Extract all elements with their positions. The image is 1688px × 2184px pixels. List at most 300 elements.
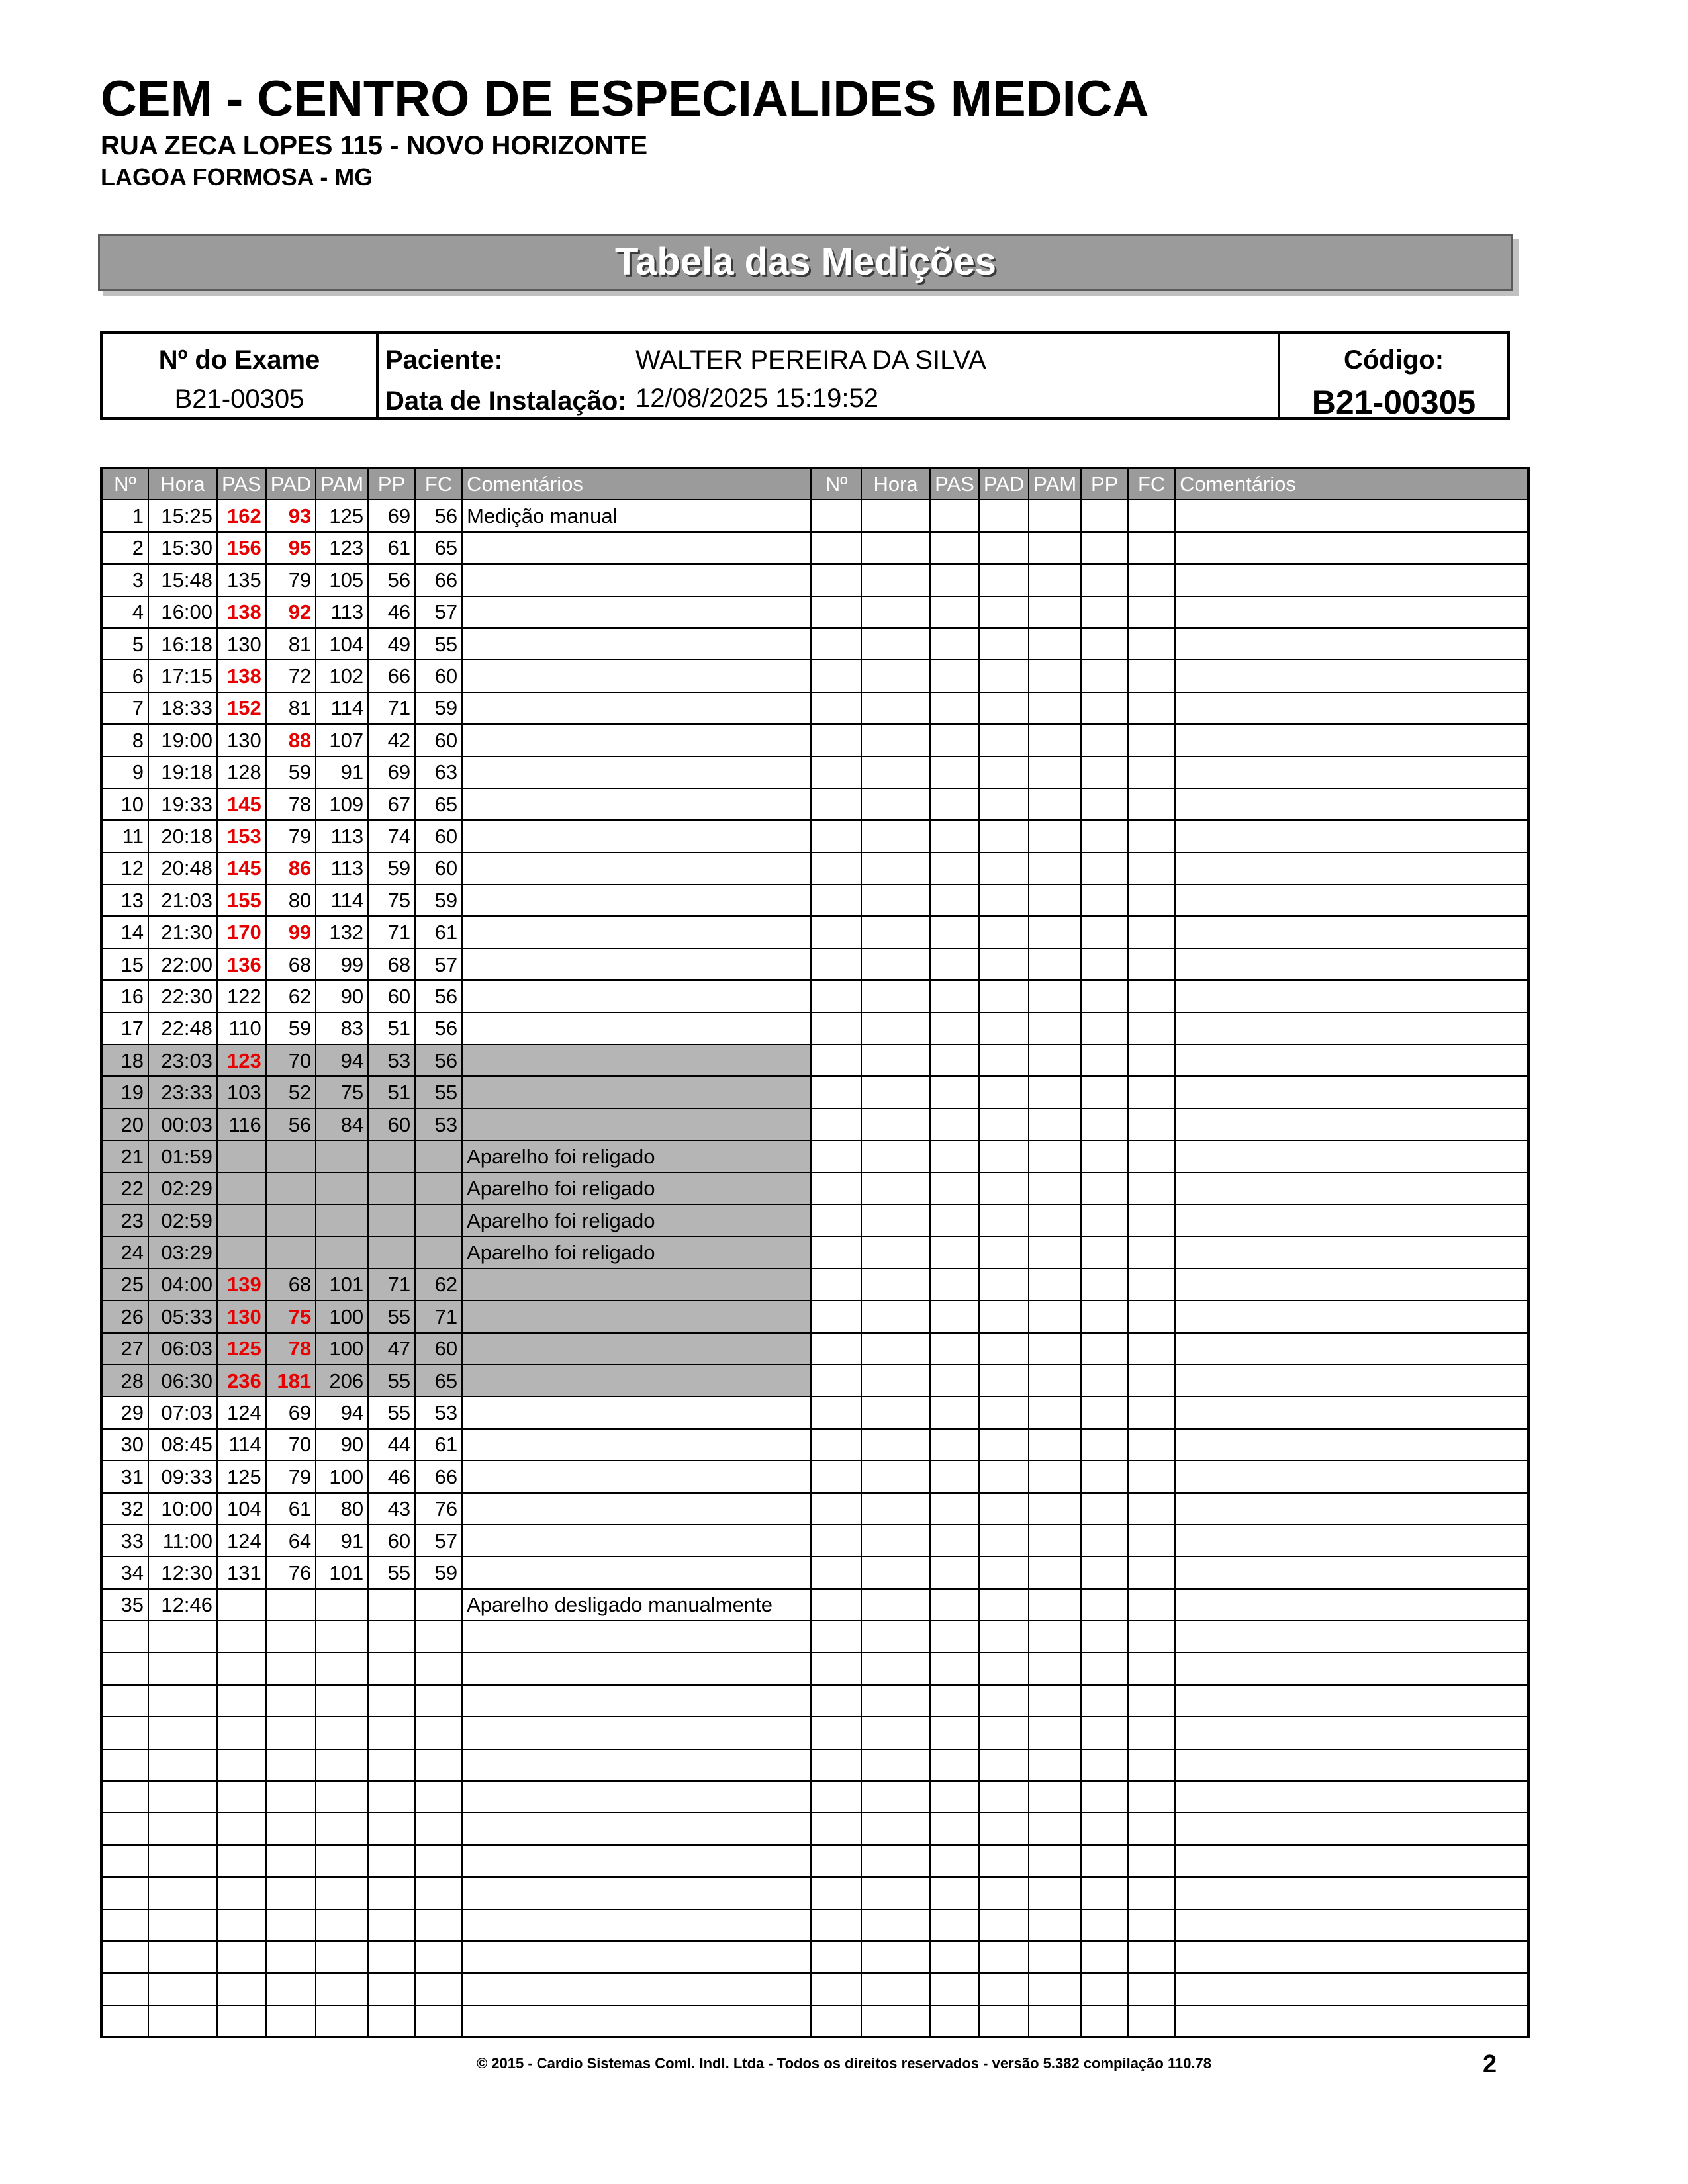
empty-cell [930,692,979,724]
row-pam: 113 [316,820,368,852]
empty-cell [1175,596,1528,628]
empty-cell [811,692,861,724]
empty-cell [861,884,930,916]
empty-cell [1175,1269,1528,1300]
empty-cell [1081,1845,1128,1877]
row-pp: 66 [368,660,415,692]
empty-cell [930,1749,979,1781]
row-comment [462,1845,811,1877]
row-pad: 88 [266,724,316,756]
row-time: 17:15 [148,660,217,692]
row-pad: 79 [266,820,316,852]
empty-cell [861,1557,930,1588]
empty-cell [930,532,979,564]
row-comment [462,1365,811,1396]
empty-cell [979,852,1029,884]
row-pam: 100 [316,1333,368,1365]
table-row [101,1236,1528,1268]
row-pp: 49 [368,628,415,660]
row-fc: 60 [415,852,462,884]
empty-cell [1175,1525,1528,1557]
empty-cell [930,1493,979,1525]
row-number: 20 [101,1109,148,1140]
empty-cell [979,1365,1029,1396]
empty-cell [1081,1685,1128,1717]
empty-cell [1081,628,1128,660]
table-row [101,660,1528,692]
row-time: 22:00 [148,948,217,980]
table-row [101,1973,1528,2005]
row-comment [462,1044,811,1076]
empty-cell [979,660,1029,692]
empty-cell [861,1877,930,1909]
empty-cell [1081,1140,1128,1172]
row-pam [316,1717,368,1749]
empty-cell [861,1429,930,1461]
row-pad: 59 [266,1013,316,1044]
empty-cell [1128,1685,1175,1717]
empty-cell [979,1269,1029,1300]
empty-cell [811,1717,861,1749]
row-pad: 92 [266,596,316,628]
row-pp: 53 [368,1044,415,1076]
row-pp: 67 [368,788,415,820]
empty-cell [1029,820,1081,852]
row-pp: 46 [368,1461,415,1492]
row-time: 07:03 [148,1396,217,1428]
empty-cell [979,1973,1029,2005]
row-comment [462,564,811,596]
empty-cell [1128,628,1175,660]
row-time: 19:00 [148,724,217,756]
empty-cell [1128,1493,1175,1525]
empty-cell [1081,1205,1128,1236]
col-header-hora: Hora [861,468,930,500]
row-fc [415,1205,462,1236]
row-time [148,1973,217,2005]
row-pam: 94 [316,1396,368,1428]
table-row [101,1333,1528,1365]
empty-cell [979,1685,1029,1717]
row-number: 2 [101,532,148,564]
empty-cell [1128,980,1175,1012]
empty-cell [1081,1813,1128,1844]
empty-cell [1175,916,1528,948]
empty-cell [1175,500,1528,531]
col-header-pas: PAS [217,468,266,500]
empty-cell [1175,724,1528,756]
empty-cell [811,1685,861,1717]
empty-cell [979,1396,1029,1428]
empty-cell [979,1493,1029,1525]
empty-cell [930,1525,979,1557]
empty-cell [930,1813,979,1844]
empty-cell [1029,724,1081,756]
empty-cell [979,788,1029,820]
row-comment [462,820,811,852]
empty-cell [930,1621,979,1653]
empty-cell [1029,1236,1081,1268]
row-pas: 135 [217,564,266,596]
empty-cell [930,1173,979,1205]
row-pam: 105 [316,564,368,596]
row-comment [462,1333,811,1365]
row-comment: Aparelho foi religado [462,1173,811,1205]
empty-cell [1081,884,1128,916]
row-fc [415,1140,462,1172]
empty-cell [1029,1300,1081,1332]
row-pad: 75 [266,1300,316,1332]
row-pp: 56 [368,564,415,596]
row-time: 15:48 [148,564,217,596]
empty-cell [1081,1621,1128,1653]
empty-cell [979,916,1029,948]
row-pad: 78 [266,1333,316,1365]
row-time: 15:25 [148,500,217,531]
empty-cell [861,948,930,980]
row-pad [266,1685,316,1717]
col-header-pp: PP [1081,468,1128,500]
empty-cell [1081,1781,1128,1813]
empty-cell [811,1269,861,1300]
row-time: 19:18 [148,756,217,788]
row-time: 06:03 [148,1333,217,1365]
row-number: 30 [101,1429,148,1461]
empty-cell [1128,1269,1175,1300]
row-pam: 91 [316,1525,368,1557]
empty-cell [1029,1109,1081,1140]
row-pam: 114 [316,884,368,916]
empty-cell [1081,1300,1128,1332]
empty-cell [1081,980,1128,1012]
empty-cell [811,1877,861,1909]
row-comment [462,884,811,916]
row-pp: 61 [368,532,415,564]
row-number: 27 [101,1333,148,1365]
row-pad [266,1877,316,1909]
row-time [148,1909,217,1941]
row-pad: 68 [266,948,316,980]
row-pas [217,1205,266,1236]
clinic-address-line2: LAGOA FORMOSA - MG [101,163,373,191]
row-number: 9 [101,756,148,788]
row-time: 08:45 [148,1429,217,1461]
empty-cell [1029,788,1081,820]
empty-cell [930,1076,979,1108]
empty-cell [1175,1396,1528,1428]
empty-cell [930,2005,979,2037]
empty-cell [811,1525,861,1557]
row-fc: 76 [415,1493,462,1525]
row-pam: 113 [316,852,368,884]
empty-cell [1081,724,1128,756]
empty-cell [811,1557,861,1588]
row-comment [462,1685,811,1717]
row-pam: 99 [316,948,368,980]
table-row [101,1140,1528,1172]
table-row [101,788,1528,820]
empty-cell [930,1429,979,1461]
empty-cell [1175,1685,1528,1717]
row-pas: 138 [217,596,266,628]
empty-cell [979,1076,1029,1108]
table-row [101,820,1528,852]
row-pad [266,1173,316,1205]
empty-cell [1175,788,1528,820]
empty-cell [861,660,930,692]
row-number: 19 [101,1076,148,1108]
empty-cell [930,1461,979,1492]
empty-cell [1175,1173,1528,1205]
row-pad: 81 [266,628,316,660]
table-row [101,1109,1528,1140]
row-comment [462,852,811,884]
empty-cell [979,756,1029,788]
row-pad: 78 [266,788,316,820]
row-time [148,1845,217,1877]
row-pp: 60 [368,1525,415,1557]
empty-cell [1029,1461,1081,1492]
empty-cell [1081,500,1128,531]
table-row [101,1557,1528,1588]
empty-cell [811,1365,861,1396]
row-time: 21:30 [148,916,217,948]
row-pad [266,1845,316,1877]
row-pad: 81 [266,692,316,724]
table-row [101,980,1528,1012]
patient-name: WALTER PEREIRA DA SILVA [635,345,986,375]
row-pas [217,1845,266,1877]
empty-cell [1175,1429,1528,1461]
empty-cell [1128,1396,1175,1428]
empty-cell [861,1493,930,1525]
empty-cell [811,1205,861,1236]
row-comment [462,1941,811,1973]
empty-cell [1175,1365,1528,1396]
row-time: 02:29 [148,1173,217,1205]
row-comment [462,1749,811,1781]
empty-cell [930,628,979,660]
empty-cell [979,1589,1029,1621]
empty-cell [979,1557,1029,1588]
row-comment [462,1781,811,1813]
empty-cell [1175,1236,1528,1268]
row-pam [316,1236,368,1268]
empty-cell [1175,1653,1528,1684]
table-header-row [101,468,1528,500]
row-pp [368,1653,415,1684]
row-number [101,1973,148,2005]
install-date-label: Data de Instalação: [385,387,627,416]
empty-cell [861,1333,930,1365]
col-header-pp: PP [368,468,415,500]
table-row [101,1044,1528,1076]
empty-cell [979,532,1029,564]
row-pad [266,1813,316,1844]
row-time: 11:00 [148,1525,217,1557]
row-number: 25 [101,1269,148,1300]
row-fc: 59 [415,1557,462,1588]
empty-cell [811,788,861,820]
table-row [101,532,1528,564]
row-pp: 71 [368,692,415,724]
exam-number-value: B21-00305 [174,385,305,414]
empty-cell [861,1013,930,1044]
empty-cell [1175,2005,1528,2037]
row-pp: 55 [368,1396,415,1428]
empty-cell [979,1525,1029,1557]
row-time: 04:00 [148,1269,217,1300]
row-pam [316,1589,368,1621]
row-fc: 65 [415,788,462,820]
empty-cell [930,852,979,884]
empty-cell [811,1653,861,1684]
row-time: 05:33 [148,1300,217,1332]
empty-cell [1128,532,1175,564]
empty-cell [930,1396,979,1428]
row-pp [368,1205,415,1236]
row-comment: Aparelho desligado manualmente [462,1589,811,1621]
empty-cell [861,1909,930,1941]
row-pp [368,1717,415,1749]
exam-info-box [100,331,1510,420]
empty-cell [861,1205,930,1236]
row-time: 01:59 [148,1140,217,1172]
empty-cell [979,1236,1029,1268]
row-number [101,1813,148,1844]
row-comment [462,1877,811,1909]
empty-cell [1175,1333,1528,1365]
row-fc: 57 [415,948,462,980]
row-fc: 61 [415,1429,462,1461]
row-fc [415,1813,462,1844]
empty-cell [1029,1909,1081,1941]
row-pas [217,1236,266,1268]
empty-cell [1081,1909,1128,1941]
row-number: 14 [101,916,148,948]
row-pas [217,1173,266,1205]
empty-cell [1029,852,1081,884]
empty-cell [979,1173,1029,1205]
row-fc: 53 [415,1396,462,1428]
empty-cell [1029,500,1081,531]
row-fc: 59 [415,884,462,916]
empty-cell [1175,948,1528,980]
empty-cell [1128,500,1175,531]
empty-cell [861,1749,930,1781]
table-row [101,1749,1528,1781]
row-number [101,1621,148,1653]
row-comment [462,1717,811,1749]
empty-cell [979,1941,1029,1973]
empty-cell [930,1269,979,1300]
row-pas: 156 [217,532,266,564]
row-comment [462,916,811,948]
row-pad: 76 [266,1557,316,1588]
row-fc: 57 [415,596,462,628]
empty-cell [861,1525,930,1557]
row-fc: 59 [415,692,462,724]
table-row [101,1365,1528,1396]
row-comment [462,1269,811,1300]
row-time: 10:00 [148,1493,217,1525]
empty-cell [811,916,861,948]
row-pam [316,1845,368,1877]
empty-cell [861,692,930,724]
empty-cell [811,1781,861,1813]
empty-cell [1029,1333,1081,1365]
table-row [101,916,1528,948]
empty-cell [1029,628,1081,660]
empty-cell [1175,532,1528,564]
empty-cell [861,852,930,884]
row-pas: 236 [217,1365,266,1396]
row-number: 33 [101,1525,148,1557]
patient-cell [379,334,1278,417]
row-pas: 125 [217,1461,266,1492]
empty-cell [1128,1173,1175,1205]
row-pam: 206 [316,1365,368,1396]
empty-cell [811,1044,861,1076]
empty-cell [1128,1205,1175,1236]
empty-cell [861,1076,930,1108]
row-pas: 138 [217,660,266,692]
row-fc: 71 [415,1300,462,1332]
row-pad: 59 [266,756,316,788]
row-pp: 68 [368,948,415,980]
empty-cell [930,980,979,1012]
row-pam: 132 [316,916,368,948]
empty-cell [1128,1653,1175,1684]
row-number: 11 [101,820,148,852]
row-pam: 107 [316,724,368,756]
table-row [101,884,1528,916]
empty-cell [1029,980,1081,1012]
row-comment [462,1909,811,1941]
empty-cell [979,1300,1029,1332]
empty-cell [861,596,930,628]
row-number: 10 [101,788,148,820]
empty-cell [1175,820,1528,852]
empty-cell [930,1877,979,1909]
empty-cell [1128,1813,1175,1844]
empty-cell [1081,1973,1128,2005]
empty-cell [930,916,979,948]
row-pad [266,1140,316,1172]
empty-cell [811,1333,861,1365]
empty-cell [1081,564,1128,596]
row-time [148,2005,217,2037]
empty-cell [861,1396,930,1428]
row-pas [217,1877,266,1909]
row-time: 09:33 [148,1461,217,1492]
empty-cell [1128,564,1175,596]
row-fc: 56 [415,980,462,1012]
row-number [101,1941,148,1973]
row-fc: 61 [415,916,462,948]
empty-cell [1081,1653,1128,1684]
row-pam: 94 [316,1044,368,1076]
table-row [101,1525,1528,1557]
empty-cell [811,1493,861,1525]
row-comment [462,1621,811,1653]
row-pp: 42 [368,724,415,756]
col-header-pas: PAS [930,468,979,500]
empty-cell [1175,564,1528,596]
row-pam: 101 [316,1557,368,1588]
row-fc [415,1973,462,2005]
row-pam: 75 [316,1076,368,1108]
